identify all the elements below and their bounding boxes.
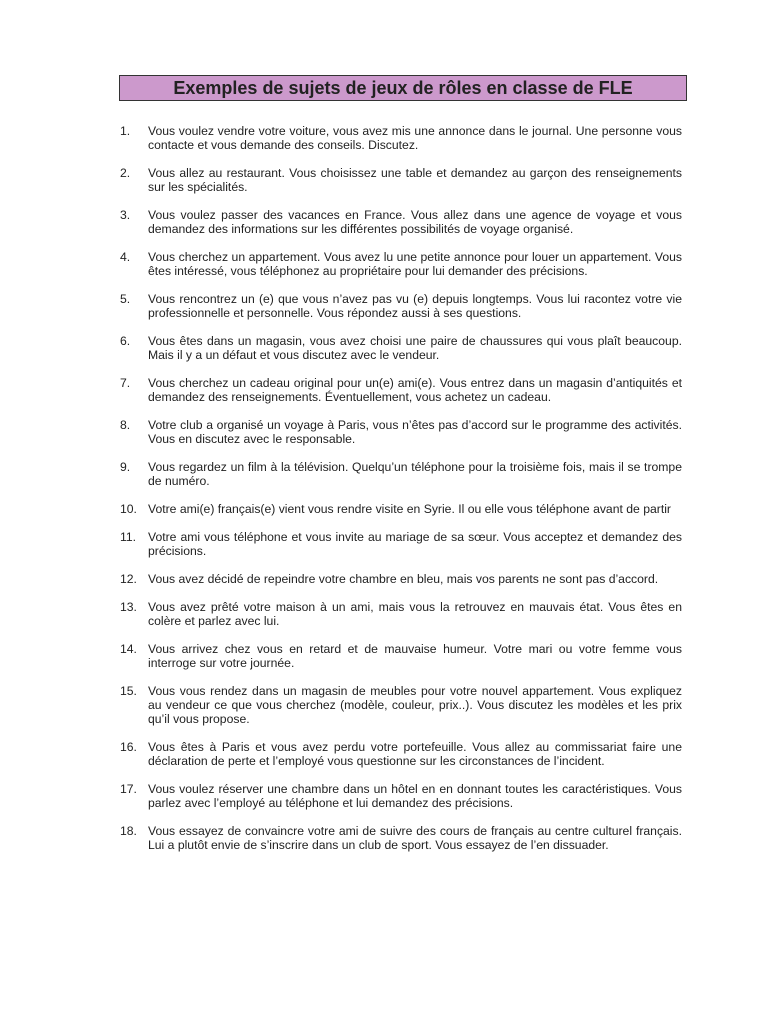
item-number: 9. [120, 460, 131, 474]
list-item [120, 600, 682, 628]
item-number: 18. [120, 824, 137, 838]
item-number: 13. [120, 600, 137, 614]
list-item [120, 642, 682, 670]
item-number: 1. [120, 124, 131, 138]
list-item [120, 572, 682, 586]
list-item [120, 782, 682, 810]
item-text: Vous arrivez chez vous en retard et de mauvaise humeur. Votre mari ou votre femme vous interroge sur votre journée. [148, 642, 682, 670]
list-item [120, 502, 682, 516]
list-item [120, 684, 682, 726]
page-title: Exemples de sujets de jeux de rôles en classe de FLE [173, 77, 633, 98]
item-number: 12. [120, 572, 137, 586]
list-item [120, 334, 682, 362]
item-text: Votre ami vous téléphone et vous invite au mariage de sa sœur. Vous acceptez et demandez des précisions. [148, 530, 682, 558]
item-text: Vous allez au restaurant. Vous choisissez une table et demandez au garçon des renseignements sur les spécialités. [148, 166, 682, 194]
title-box [119, 75, 687, 101]
item-text: Vous essayez de convaincre votre ami de suivre des cours de français au centre culturel français. Lui a plutôt envie de s’inscrire dans un club de sport. Vous essayez de l’en dissuader. [148, 824, 682, 852]
item-text: Vous voulez vendre votre voiture, vous avez mis une annonce dans le journal. Une personne vous contacte et vous demande des conseils. Discutez. [148, 124, 682, 152]
list-item [120, 166, 682, 194]
item-number: 10. [120, 502, 137, 516]
item-text: Votre ami(e) français(e) vient vous rendre visite en Syrie. Il ou elle vous téléphone avant de partir [148, 502, 671, 516]
list-item [120, 824, 682, 852]
item-text: Vous avez prêté votre maison à un ami, mais vous la retrouvez en mauvais état. Vous êtes en colère et parlez avec lui. [148, 600, 682, 628]
item-text: Vous avez décidé de repeindre votre chambre en bleu, mais vos parents ne sont pas d’accord. [148, 572, 659, 586]
list-item [120, 124, 682, 152]
item-number: 5. [120, 292, 131, 306]
role-play-list [120, 124, 682, 866]
list-item [120, 530, 682, 558]
item-text: Vous cherchez un cadeau original pour un(e) ami(e). Vous entrez dans un magasin d’antiquités et demandez des renseignements. Éventuellement, vous achetez un cadeau. [148, 376, 682, 404]
list-item [120, 208, 682, 236]
item-number: 7. [120, 376, 131, 390]
item-number: 3. [120, 208, 131, 222]
item-number: 17. [120, 782, 137, 796]
item-number: 4. [120, 250, 131, 264]
item-text: Vous êtes dans un magasin, vous avez choisi une paire de chaussures qui vous plaît beaucoup. Mais il y a un défaut et vous discutez avec le vendeur. [148, 334, 682, 362]
item-text: Votre club a organisé un voyage à Paris, vous n’êtes pas d’accord sur le programme des activités. Vous en discutez avec le responsable. [148, 418, 682, 446]
item-number: 8. [120, 418, 131, 432]
item-text: Vous vous rendez dans un magasin de meubles pour votre nouvel appartement. Vous expliquez au vendeur ce que vous cherchez (modèle, couleur, prix..). Vous discutez les modèles et les prix qu’il vous propose. [148, 684, 682, 726]
list-item [120, 740, 682, 768]
list-item [120, 460, 682, 488]
item-text: Vous regardez un film à la télévision. Quelqu’un téléphone pour la troisième fois, mais il se trompe de numéro. [148, 460, 682, 488]
list-item [120, 250, 682, 278]
item-text: Vous rencontrez un (e) que vous n’avez pas vu (e) depuis longtemps. Vous lui racontez votre vie professionnelle et personnelle. Vous répondez aussi à ses questions. [148, 292, 682, 320]
item-number: 15. [120, 684, 137, 698]
item-number: 2. [120, 166, 131, 180]
item-number: 14. [120, 642, 137, 656]
item-number: 16. [120, 740, 137, 754]
list-item [120, 292, 682, 320]
item-text: Vous êtes à Paris et vous avez perdu votre portefeuille. Vous allez au commissariat faire une déclaration de perte et l’employé vous questionne sur les circonstances de l’incident. [148, 740, 682, 768]
item-text: Vous cherchez un appartement. Vous avez lu une petite annonce pour louer un appartement. Vous êtes intéressé, vous téléphonez au propriétaire pour lui demander des précisions. [148, 250, 682, 278]
item-number: 6. [120, 334, 131, 348]
list-item [120, 376, 682, 404]
item-text: Vous voulez passer des vacances en France. Vous allez dans une agence de voyage et vous demandez des informations sur les différentes possibilités de voyage organisé. [148, 208, 682, 236]
list-item [120, 418, 682, 446]
item-text: Vous voulez réserver une chambre dans un hôtel en en donnant toutes les caractéristiques. Vous parlez avec l’employé au téléphone et lui demandez des précisions. [148, 782, 682, 810]
item-number: 11. [120, 530, 137, 544]
